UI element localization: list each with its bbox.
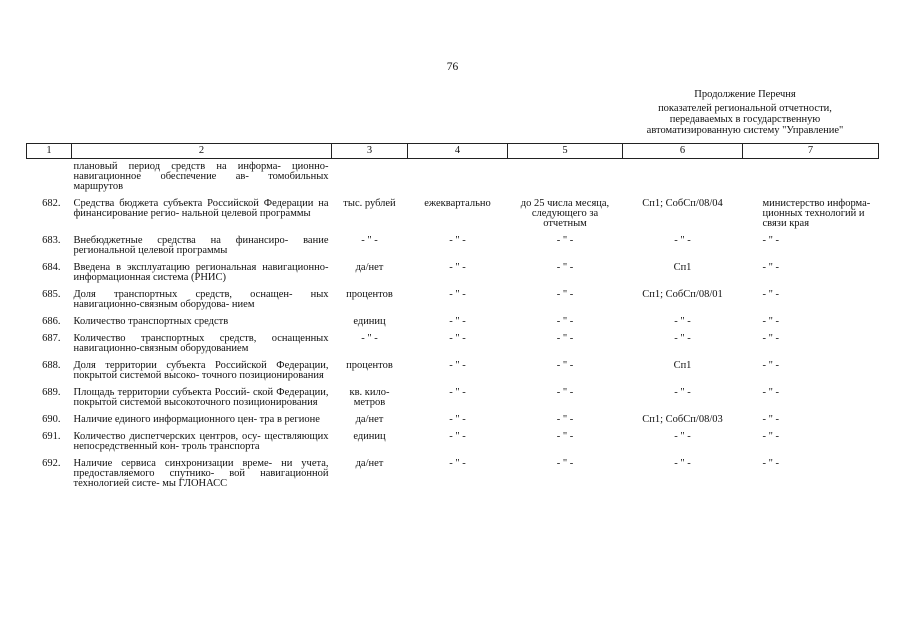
table-row: [27, 256, 879, 283]
indicator-name: Доля территории субъекта Российской Федерации, покрытой системой высоко- точного позиционирования: [73, 360, 329, 381]
row-number: 683.: [42, 235, 61, 246]
indicator-name: Количество транспортных средств: [73, 316, 229, 327]
authority-cell: - " -: [762, 289, 780, 300]
deadline-cell: - " -: [556, 316, 574, 327]
table-row: [27, 229, 879, 256]
indicator-name: Внебюджетные средства на финансиро- вание региональной целевой программы: [73, 235, 329, 256]
unit-cell: тыс. рублей: [343, 198, 396, 209]
form-code-cell: - " -: [674, 316, 691, 327]
authority-cell: - " -: [762, 262, 780, 273]
caption-subtitle-line: передаваемых в государственную: [669, 114, 821, 125]
form-code-cell: Сп1: [673, 360, 692, 371]
unit-cell: [332, 159, 408, 193]
deadline-cell: до 25 числа месяца, следующего за отчетным: [520, 198, 610, 229]
periodicity-cell: - " -: [449, 431, 466, 442]
form-code-cell: Сп1; СобСп/08/01: [642, 289, 723, 300]
table-row: [27, 452, 879, 489]
unit-cell: да/нет: [355, 414, 384, 425]
deadline-cell: - " -: [556, 360, 574, 371]
deadline-cell: - " -: [556, 262, 574, 273]
header-cell-5: 5: [508, 144, 623, 159]
unit-cell: да/нет: [355, 262, 384, 273]
form-code-cell: Сп1: [673, 262, 692, 273]
table-header: [27, 144, 879, 159]
table-caption: [600, 89, 890, 136]
header-cell-1: 1: [27, 144, 72, 159]
row-number: 690.: [42, 414, 61, 425]
authority-cell: - " -: [762, 431, 780, 442]
unit-cell: процентов: [346, 289, 393, 300]
row-number: 691.: [42, 431, 61, 442]
periodicity-cell: - " -: [449, 316, 466, 327]
form-code-cell: - " -: [674, 235, 691, 246]
indicator-name: Наличие единого информационного цен- тра в регионе: [73, 414, 320, 425]
periodicity-cell: [408, 159, 508, 193]
unit-cell: кв. кило- метров: [349, 387, 390, 408]
authority-cell: [743, 159, 879, 193]
indicator-name: Количество диспетчерских центров, осу- ществляющих непосредственный кон- троль транспорта: [73, 431, 329, 452]
periodicity-cell: - " -: [449, 235, 466, 246]
header-cell-3: 3: [332, 144, 408, 159]
header-cell-6: 6: [623, 144, 743, 159]
unit-cell: процентов: [346, 360, 393, 371]
table-row: [27, 354, 879, 381]
row-number: 684.: [42, 262, 61, 273]
periodicity-cell: - " -: [449, 262, 466, 273]
authority-cell: - " -: [762, 360, 780, 371]
form-code-cell: Сп1; СобСп/08/04: [642, 198, 723, 209]
authority-cell: - " -: [762, 316, 780, 327]
deadline-cell: - " -: [556, 431, 574, 442]
unit-cell: единиц: [353, 431, 386, 442]
row-number: 692.: [42, 458, 61, 469]
indicator-name: Наличие сервиса синхронизации време- ни учета, предоставляемого спутнико- вой навигационной технологией систе- мы ГЛОНАСС: [73, 458, 329, 489]
authority-cell: - " -: [762, 235, 780, 246]
deadline-cell: - " -: [556, 289, 574, 300]
periodicity-cell: - " -: [449, 360, 466, 371]
periodicity-cell: - " -: [449, 333, 466, 344]
form-code-cell: - " -: [674, 387, 691, 398]
authority-cell: - " -: [762, 414, 780, 425]
periodicity-cell: - " -: [449, 289, 466, 300]
row-number: 688.: [42, 360, 61, 371]
deadline-cell: - " -: [556, 333, 574, 344]
row-number: 689.: [42, 387, 61, 398]
deadline-cell: [508, 159, 623, 193]
table-row: [27, 381, 879, 408]
authority-cell: - " -: [762, 387, 780, 398]
form-code-cell: - " -: [674, 431, 691, 442]
caption-subtitle-line: автоматизированную систему "Управление": [646, 125, 844, 136]
header-cell-7: 7: [743, 144, 879, 159]
form-code-cell: Сп1; СобСп/08/03: [642, 414, 723, 425]
table-row: [27, 425, 879, 452]
deadline-cell: - " -: [556, 387, 574, 398]
authority-cell: - " -: [762, 333, 780, 344]
indicator-name: Количество транспортных средств, оснащенных навигационно-связным оборудованием: [73, 333, 329, 354]
unit-cell: единиц: [353, 316, 386, 327]
table-row: [27, 310, 879, 327]
row-number: 682.: [42, 198, 61, 209]
deadline-cell: - " -: [556, 458, 574, 469]
table-row: [27, 408, 879, 425]
indicator-name: Площадь территории субъекта Россий- ской Федерации, покрытой системой высокоточного позиционирования: [73, 387, 329, 408]
caption-subtitle-line: показателей региональной отчетности,: [658, 103, 832, 114]
indicator-name: Доля транспортных средств, оснащен- ных навигационно-связным оборудова- нием: [73, 289, 329, 310]
header-row: [27, 144, 879, 159]
table-row: [27, 192, 879, 229]
unit-cell: - " -: [361, 235, 378, 246]
unit-cell: да/нет: [355, 458, 384, 469]
form-code-cell: - " -: [674, 458, 691, 469]
page-number: 76: [446, 61, 459, 73]
header-cell-4: 4: [408, 144, 508, 159]
periodicity-cell: ежеквартально: [424, 198, 491, 209]
periodicity-cell: - " -: [449, 387, 466, 398]
row-number: [27, 159, 72, 193]
form-code-cell: [623, 159, 743, 193]
indicator-name: Введена в эксплуатацию региональная навигационно-информационная система (РНИС): [73, 262, 329, 283]
row-number: 686.: [42, 316, 61, 327]
indicators-table: [26, 143, 879, 489]
periodicity-cell: - " -: [449, 458, 466, 469]
deadline-cell: - " -: [556, 414, 574, 425]
unit-cell: - " -: [361, 333, 378, 344]
table-row: [27, 327, 879, 354]
deadline-cell: - " -: [556, 235, 574, 246]
table-body: [27, 159, 879, 490]
periodicity-cell: - " -: [449, 414, 466, 425]
table-row: [27, 283, 879, 310]
table-row: [27, 159, 879, 193]
indicator-name: Средства бюджета субъекта Российской Федерации на финансирование регио- нальной целевой программы: [73, 198, 329, 219]
row-number: 687.: [42, 333, 61, 344]
caption-title: Продолжение Перечня: [694, 89, 796, 100]
authority-cell: министерство информа- ционных технологий и связи края: [762, 198, 871, 229]
row-number: 685.: [42, 289, 61, 300]
authority-cell: - " -: [762, 458, 780, 469]
header-cell-2: 2: [72, 144, 332, 159]
form-code-cell: - " -: [674, 333, 691, 344]
indicator-name: плановый период средств на информа- ционно-навигационное обеспечение ав- томобильных маршрутов: [73, 161, 329, 192]
